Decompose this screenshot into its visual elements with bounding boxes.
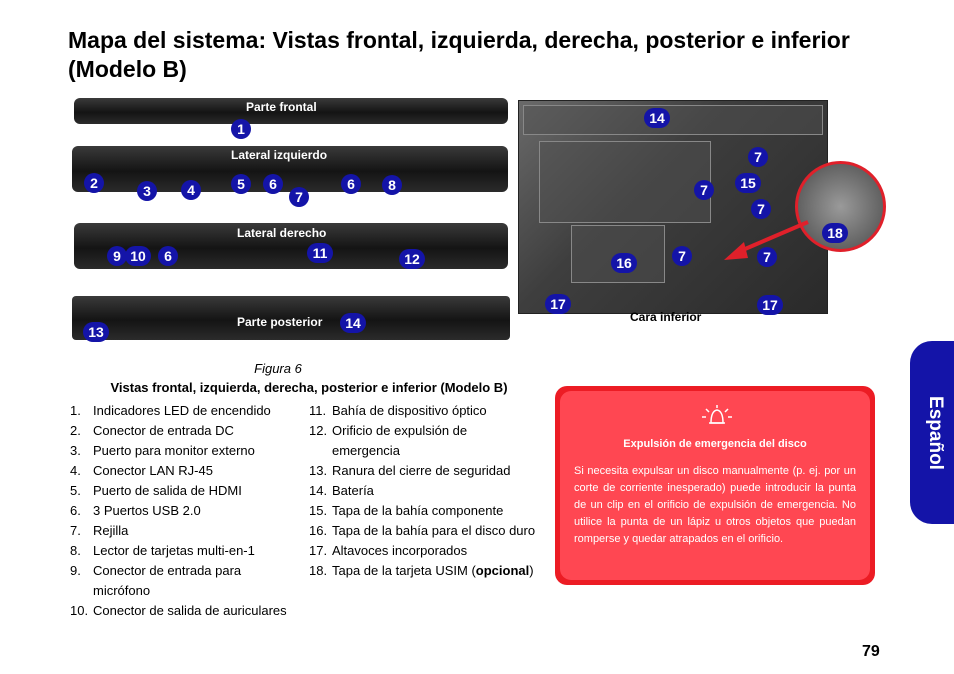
parts-list-col1 — [70, 401, 305, 621]
badge-right-9: 9 — [107, 246, 127, 266]
list-item: 3. Puerto para monitor externo — [70, 443, 255, 458]
bottom-view-image — [518, 100, 828, 314]
rear-view-label: Parte posterior — [237, 315, 323, 329]
parts-list-col2 — [309, 401, 549, 581]
emergency-eject-note — [555, 386, 875, 585]
list-item: 6. 3 Puertos USB 2.0 — [70, 503, 201, 518]
right-view-label: Lateral derecho — [237, 226, 327, 240]
note-text: Si necesita expulsar un disco manualmente (p. ej. por un corte de corriente inesperado) puede introducir la punta de un clip en el orificio de expulsión de emergencia. No utilice la punta de un lápiz u otros objetos que puedan romperse y quedar atrapados en el orificio. — [574, 465, 856, 545]
badge-left-7: 7 — [289, 187, 309, 207]
badge-bottom-14: 14 — [644, 108, 670, 128]
badge-bottom-15: 15 — [735, 173, 761, 193]
list-item: 1. Indicadores LED de encendido — [70, 403, 271, 418]
badge-rear-13: 13 — [83, 322, 109, 342]
badge-left-6b: 6 — [341, 174, 361, 194]
badge-bottom-7a: 7 — [748, 147, 768, 167]
language-tab-label: Español — [925, 396, 946, 470]
badge-right-10: 10 — [125, 246, 151, 266]
badge-bottom-7c: 7 — [751, 199, 771, 219]
badge-bottom-16: 16 — [611, 253, 637, 273]
badge-left-4: 4 — [181, 180, 201, 200]
page-number: 79 — [862, 643, 880, 660]
figure-label: Figura 6 — [254, 361, 302, 376]
list-item: 15. Tapa de la bahía componente — [309, 503, 504, 518]
badge-left-5: 5 — [231, 174, 251, 194]
warning-bell-icon — [700, 403, 734, 429]
list-item: 8. Lector de tarjetas multi-en-1 — [70, 543, 255, 558]
list-item: 14. Batería — [309, 483, 374, 498]
list-item: 7. Rejilla — [70, 523, 129, 538]
list-item: 12. Orificio de expulsión de emergencia — [309, 423, 468, 458]
badge-left-6a: 6 — [263, 174, 283, 194]
note-title: Expulsión de emergencia del disco — [623, 438, 807, 450]
list-item: 11. Bahía de dispositivo óptico — [309, 403, 487, 418]
list-item: 17. Altavoces incorporados — [309, 543, 468, 558]
component-bay-panel — [539, 141, 711, 223]
list-item: 5. Puerto de salida de HDMI — [70, 483, 242, 498]
badge-bottom-18: 18 — [822, 223, 848, 243]
page-title: Mapa del sistema: Vistas frontal, izquierda, derecha, posterior e inferior (Modelo B) — [68, 27, 850, 82]
badge-bottom-17a: 17 — [545, 294, 571, 314]
list-item: 9. Conector de entrada para micrófono — [70, 563, 242, 598]
badge-bottom-7b: 7 — [694, 180, 714, 200]
badge-right-12: 12 — [399, 249, 425, 269]
front-view-label: Parte frontal — [246, 100, 317, 114]
list-item: 10. Conector de salida de auriculares — [70, 603, 287, 618]
list-item: 2. Conector de entrada DC — [70, 423, 234, 438]
badge-right-6: 6 — [158, 246, 178, 266]
list-item: 4. Conector LAN RJ-45 — [70, 463, 213, 478]
battery-panel — [523, 105, 823, 135]
list-item: 16. Tapa de la bahía para el disco duro — [309, 523, 536, 538]
badge-bottom-17b: 17 — [757, 295, 783, 315]
badge-right-11: 11 — [307, 243, 333, 263]
figure-caption: Vistas frontal, izquierda, derecha, posterior e inferior (Modelo B) — [110, 380, 508, 395]
badge-bottom-7d: 7 — [672, 246, 692, 266]
list-item: 13. Ranura del cierre de seguridad — [309, 463, 511, 478]
left-view-label: Lateral izquierdo — [231, 148, 328, 162]
system-map-figure — [70, 96, 843, 341]
bottom-view-label: Cara inferior — [630, 310, 702, 324]
list-item: 18. Tapa de la tarjeta USIM (opcional) — [309, 563, 534, 578]
badge-rear-14: 14 — [340, 313, 366, 333]
badge-bottom-7e: 7 — [757, 247, 777, 267]
badge-left-2: 2 — [84, 173, 104, 193]
badge-front-1: 1 — [231, 119, 251, 139]
badge-left-8: 8 — [382, 175, 402, 195]
badge-left-3: 3 — [137, 181, 157, 201]
